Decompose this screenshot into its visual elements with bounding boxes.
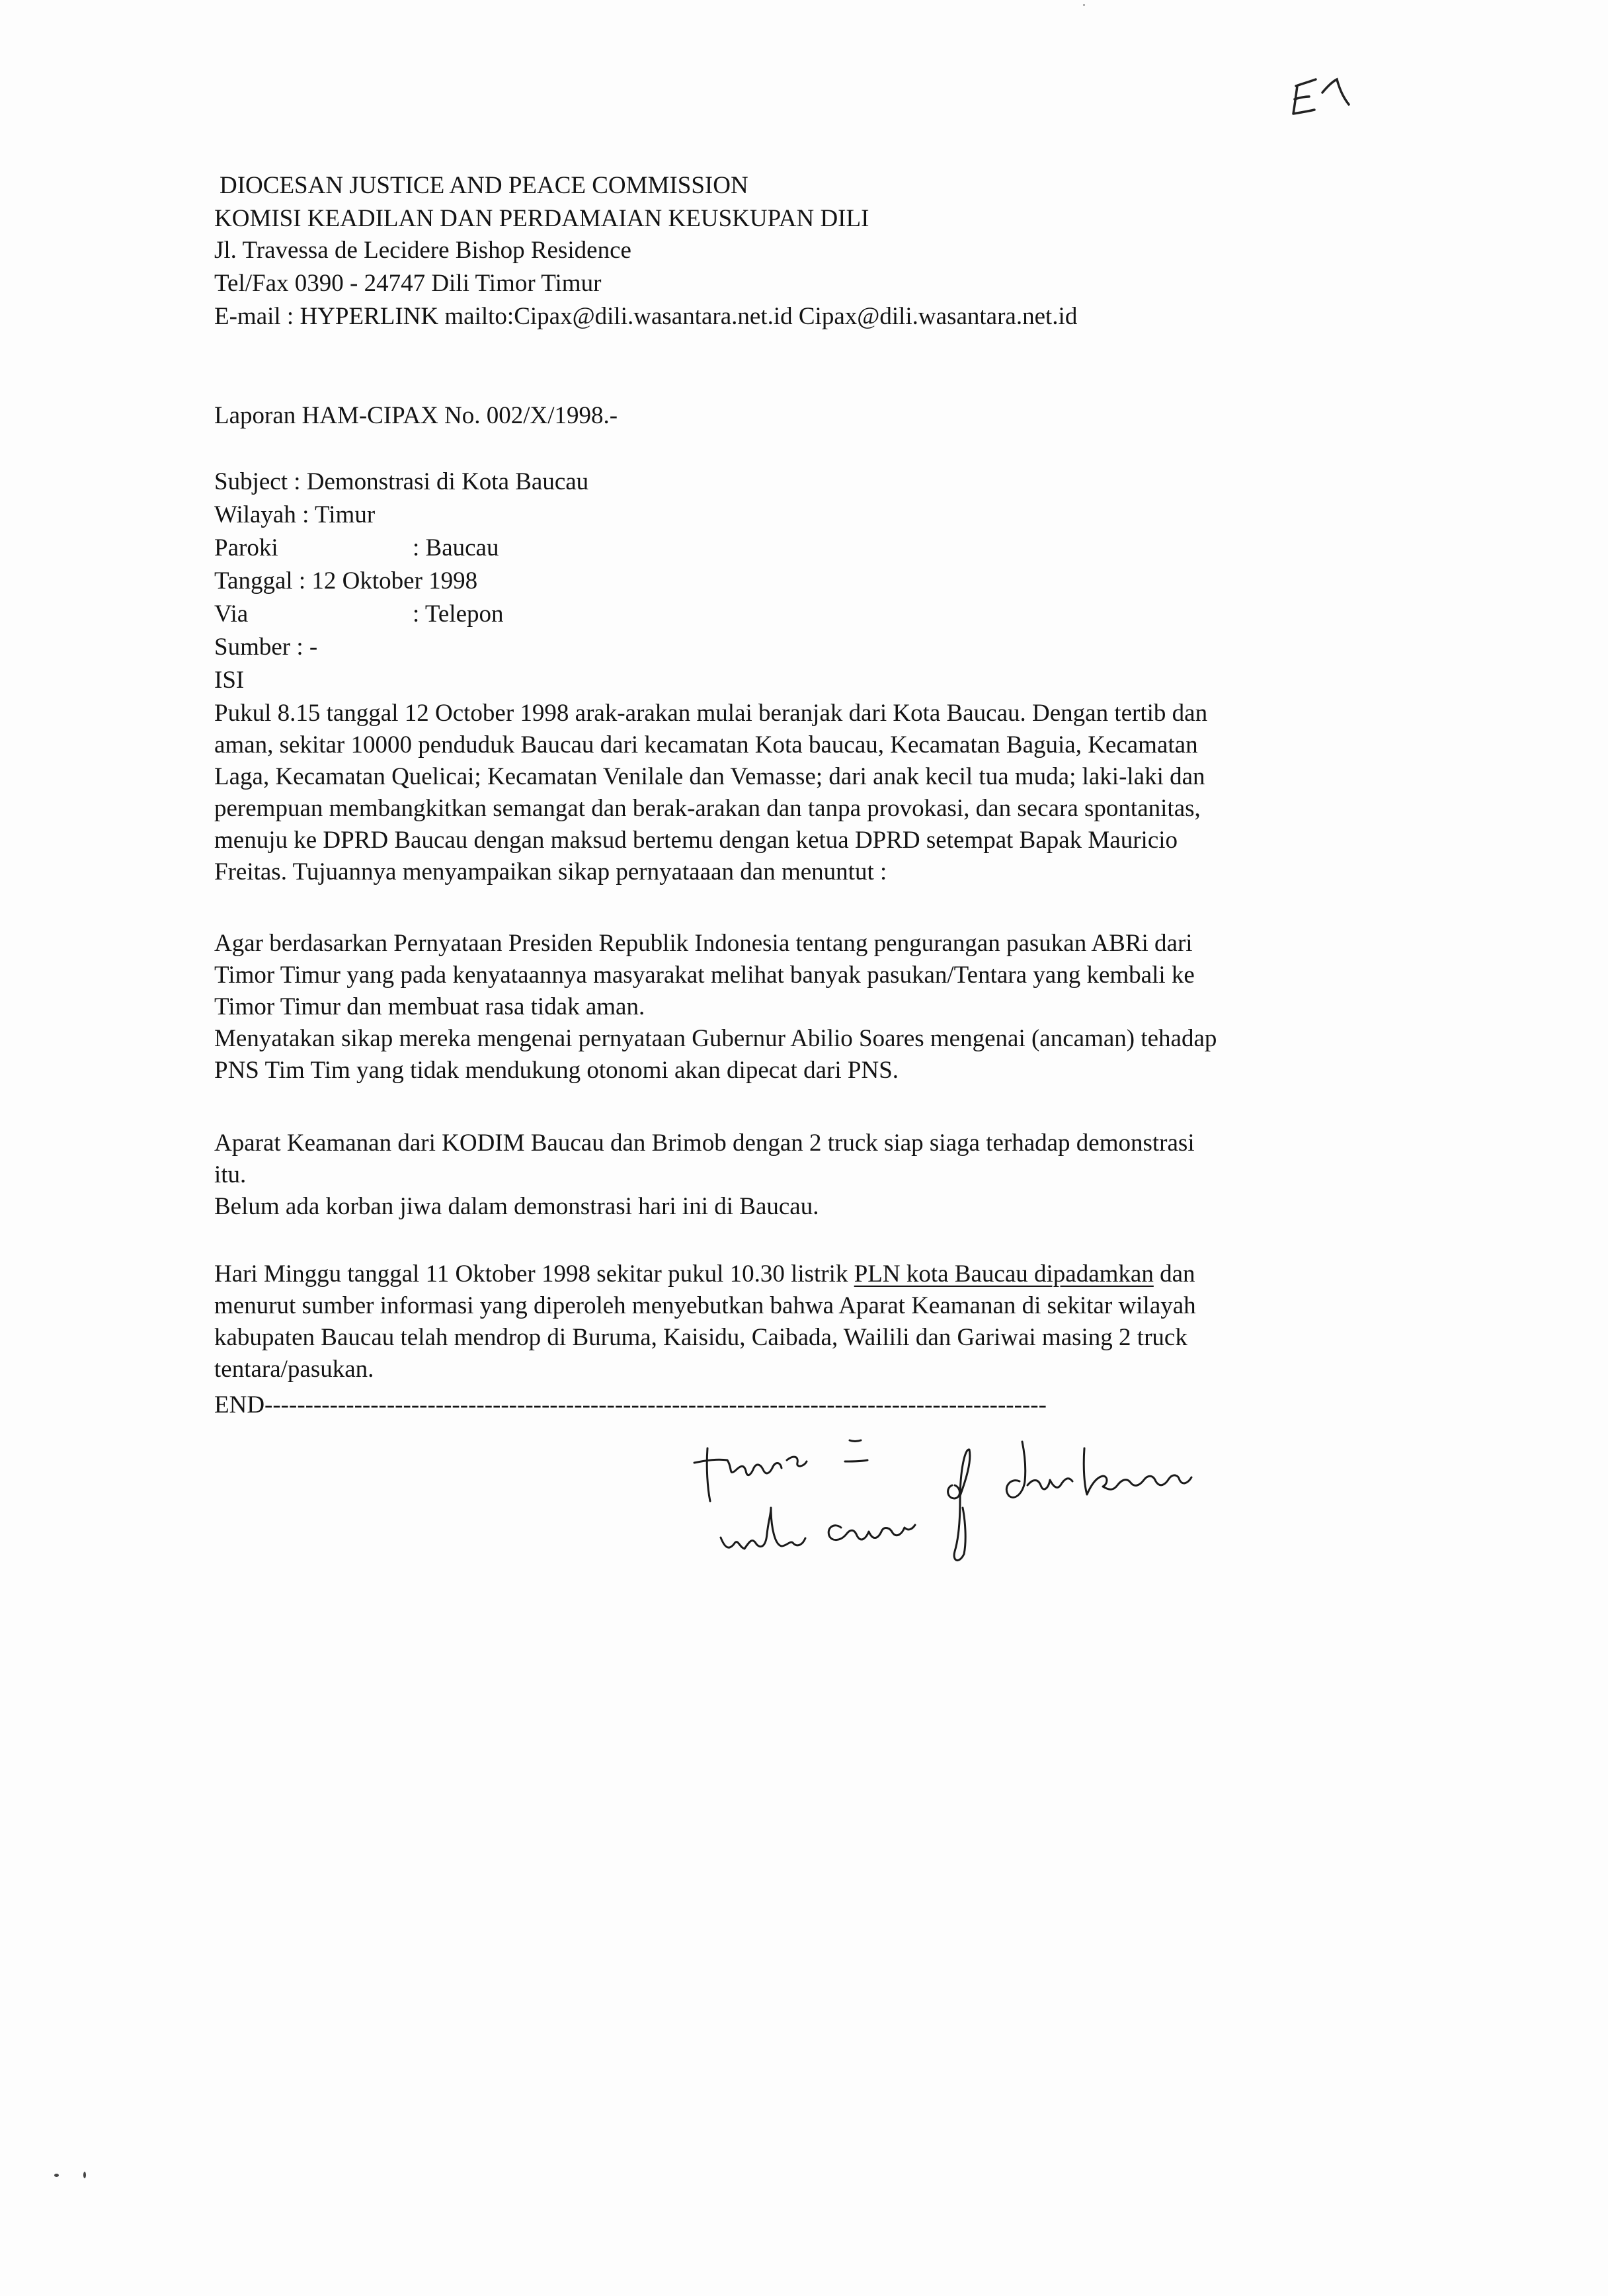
- paragraph-line: Laga, Kecamatan Quelicai; Kecamatan Venilale dan Vemasse; dari anak kecil tua muda; laki-laki dan: [214, 763, 1205, 790]
- email-line: E-mail : HYPERLINK mailto:Cipax@dili.wasantara.net.id Cipax@dili.wasantara.net.id: [214, 303, 1078, 330]
- body-paragraph-3: [214, 1128, 1418, 1223]
- sumber-field: Sumber : -: [214, 634, 318, 661]
- paragraph-line: Freitas. Tujuannya menyampaikan sikap pernyataaan dan menuntut :: [214, 858, 887, 885]
- via-value: : Telepon: [413, 600, 504, 628]
- address-line: Jl. Travessa de Lecidere Bishop Residence: [214, 237, 631, 264]
- corner-handwritten-mark: [1276, 66, 1369, 126]
- scan-speck: [83, 2172, 86, 2178]
- paroki-value: : Baucau: [413, 534, 499, 561]
- paroki-label: Paroki: [214, 534, 278, 561]
- underlined-phrase: PLN kota Baucau dipadamkan: [854, 1260, 1154, 1288]
- paragraph-line: Belum ada korban jiwa dalam demonstrasi hari ini di Baucau.: [214, 1193, 819, 1220]
- paragraph-line: menurut sumber informasi yang diperoleh menyebutkan bahwa Aparat Keamanan di sekitar wilayah: [214, 1292, 1196, 1319]
- body-paragraph-4: [214, 1258, 1418, 1385]
- org-name-indonesian: KOMISI KEADILAN DAN PERDAMAIAN KEUSKUPAN DILI: [214, 205, 869, 232]
- isi-heading: ISI: [214, 667, 245, 694]
- telfax-line: Tel/Fax 0390 - 24747 Dili Timor Timur: [214, 270, 602, 297]
- body-paragraph-1: [214, 698, 1418, 888]
- paragraph-line: PNS Tim Tim yang tidak mendukung otonomi akan dipecat dari PNS.: [214, 1057, 899, 1084]
- via-label: Via: [214, 600, 249, 628]
- paragraph-line: Aparat Keamanan dari KODIM Baucau dan Brimob dengan 2 truck siap siaga terhadap demonstrasi: [214, 1129, 1195, 1157]
- report-number: Laporan HAM-CIPAX No. 002/X/1998.-: [214, 402, 618, 429]
- wilayah-field: Wilayah : Timur: [214, 501, 376, 528]
- paragraph-line: Timor Timur dan membuat rasa tidak aman.: [214, 993, 645, 1020]
- org-name-english: DIOCESAN JUSTICE AND PEACE COMMISSION: [220, 172, 748, 199]
- paragraph-line: Timor Timur yang pada kenyataannya masyarakat melihat banyak pasukan/Tentara yang kembali ke: [214, 962, 1195, 989]
- paragraph-line: tentara/pasukan.: [214, 1356, 374, 1383]
- body-paragraph-2: [214, 928, 1418, 1086]
- scan-speck: [54, 2174, 59, 2177]
- paragraph-line: Hari Minggu tanggal 11 Oktober 1998 sekitar pukul 10.30 listrik PLN kota Baucau dipadamkan dan: [214, 1260, 1195, 1288]
- paragraph-line: perempuan membangkitkan semangat dan berak-arakan dan tanpa provokasi, dan secara spontanitas,: [214, 795, 1201, 822]
- tanggal-field: Tanggal : 12 Oktober 1998: [214, 567, 478, 594]
- paragraph-line: itu.: [214, 1161, 247, 1188]
- paragraph-line: kabupaten Baucau telah mendrop di Buruma, Kaisidu, Caibada, Wailili dan Gariwai masing 2 truck: [214, 1324, 1187, 1351]
- paragraph-line: Menyatakan sikap mereka mengenai pernyataan Gubernur Abilio Soares mengenai (ancaman) tehadap: [214, 1025, 1217, 1052]
- paragraph-line: Agar berdasarkan Pernyataan Presiden Republik Indonesia tentang pengurangan pasukan ABRi dari: [214, 930, 1193, 957]
- handwritten-note: [688, 1422, 1217, 1574]
- paragraph-line: menuju ke DPRD Baucau dengan maksud bertemu dengan ketua DPRD setempat Bapak Mauricio: [214, 827, 1178, 854]
- scan-speck: [1083, 4, 1085, 6]
- end-marker: END------------------------------------------------------------------------------------------------: [214, 1391, 1047, 1418]
- paragraph-line: Pukul 8.15 tanggal 12 October 1998 arak-arakan mulai beranjak dari Kota Baucau. Dengan tertib dan: [214, 700, 1208, 727]
- subject-field: Subject : Demonstrasi di Kota Baucau: [214, 468, 589, 495]
- paragraph-line: aman, sekitar 10000 penduduk Baucau dari kecamatan Kota baucau, Kecamatan Baguia, Kecamatan: [214, 731, 1198, 758]
